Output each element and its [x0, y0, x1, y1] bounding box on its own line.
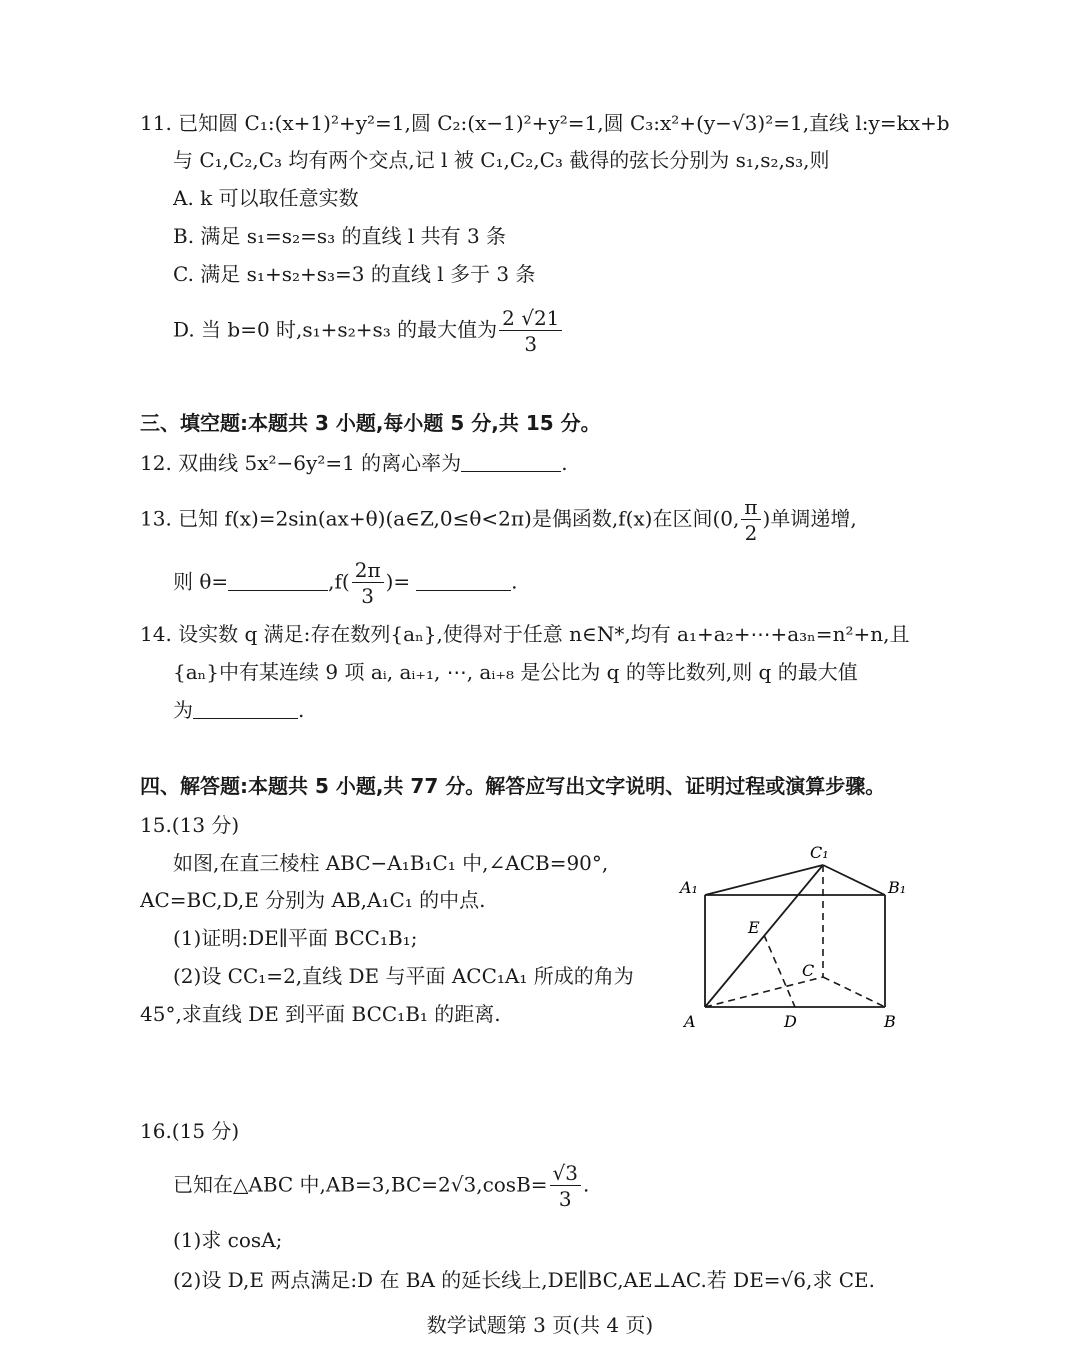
- q14-line1: 14. 设实数 q 满足:存在数列{aₙ},使得对于任意 n∈N*,均有 a₁+a₂+⋯+a₃ₙ=n²+n,且: [140, 622, 910, 646]
- q11-stem-line2: 与 C₁,C₂,C₃ 均有两个交点,记 l 被 C₁,C₂,C₃ 截得的弦长分别为 s₁,s₂,s₃,则: [173, 148, 830, 172]
- q11-option-b: B. 满足 s₁=s₂=s₃ 的直线 l 共有 3 条: [173, 224, 507, 248]
- q15-part2: (2)设 CC₁=2,直线 DE 与平面 ACC₁A₁ 所成的角为: [173, 964, 634, 988]
- q13-line1: [140, 497, 857, 543]
- q13-line2: [173, 560, 518, 606]
- label-a: A: [684, 1012, 696, 1031]
- q11-option-c: C. 满足 s₁+s₂+s₃=3 的直线 l 多于 3 条: [173, 262, 536, 286]
- q12-answer-blank[interactable]: [461, 453, 561, 472]
- label-e: E: [748, 918, 760, 937]
- fraction-denominator: 3: [558, 1187, 572, 1211]
- q15-line2: AC=BC,D,E 分别为 AB,A₁C₁ 的中点.: [140, 888, 486, 912]
- q13-fraction-pi-over-2: [741, 497, 760, 543]
- q16-line1: [173, 1163, 589, 1209]
- q16-part2: (2)设 D,E 两点满足:D 在 BA 的延长线上,DE∥BC,AE⊥AC.若 DE=√6,求 CE.: [173, 1268, 875, 1292]
- fraction-numerator: 2π: [352, 560, 384, 583]
- q12-text: [140, 453, 568, 473]
- q13-end: .: [511, 569, 518, 594]
- fraction-numerator: √3: [550, 1163, 581, 1186]
- q13-theta-blank[interactable]: [228, 572, 328, 591]
- fraction-numerator: 2 √21: [499, 308, 562, 331]
- q13-theta-label: 则 θ=: [173, 569, 229, 594]
- q12-end: .: [561, 451, 568, 475]
- q13-f-label: ,f(: [328, 569, 350, 594]
- q16-fraction-cosb: [550, 1163, 581, 1209]
- q15-prism-figure: [670, 835, 920, 1040]
- label-b1: B₁: [888, 878, 907, 897]
- q14-line2: {aₙ}中有某连续 9 项 aᵢ, aᵢ₊₁, ⋯, aᵢ₊₈ 是公比为 q 的等比数列,则 q 的最大值: [173, 660, 858, 684]
- fraction-denominator: 3: [361, 584, 375, 608]
- section4-heading: 四、解答题:本题共 5 小题,共 77 分。解答应写出文字说明、证明过程或演算步骤。: [140, 774, 886, 798]
- label-a1: A₁: [680, 878, 698, 897]
- edge-a1-c1: [705, 865, 823, 895]
- label-b: B: [884, 1012, 896, 1031]
- q11-option-a: A. k 可以取任意实数: [173, 186, 359, 210]
- q16-stem-end: .: [583, 1172, 590, 1197]
- q11-option-d: [173, 308, 564, 354]
- q16-stem: 已知在△ABC 中,AB=3,BC=2√3,cosB=: [173, 1172, 548, 1197]
- fraction-numerator: π: [741, 497, 760, 520]
- section3-heading: 三、填空题:本题共 3 小题,每小题 5 分,共 15 分。: [140, 411, 601, 435]
- q13-f-blank[interactable]: [416, 572, 511, 591]
- edge-c1-b1: [823, 865, 885, 895]
- q14-line3: [173, 700, 304, 720]
- q12-stem: 12. 双曲线 5x²−6y²=1 的离心率为: [140, 451, 462, 475]
- q14-stem-end: 为: [173, 698, 193, 722]
- q15-line1: 如图,在直三棱柱 ABC−A₁B₁C₁ 中,∠ACB=90°,: [173, 851, 609, 875]
- label-c1: C₁: [810, 843, 829, 862]
- q15-title: 15.(13 分): [140, 813, 240, 837]
- q11-stem-line1: 11. 已知圆 C₁:(x+1)²+y²=1,圆 C₂:(x−1)²+y²=1,圆 C₃:x²+(y−√3)²=1,直线 l:y=kx+b: [140, 111, 950, 135]
- label-d: D: [784, 1012, 797, 1031]
- q13-stem: 13. 已知 f(x)=2sin(ax+θ)(a∈Z,0≤θ<2π)是偶函数,f(x)在区间(0,: [140, 506, 740, 531]
- edge-c-b-hidden: [823, 977, 885, 1007]
- q14-answer-blank[interactable]: [193, 700, 298, 719]
- q13-stem-suffix: )单调递增,: [762, 506, 857, 531]
- label-c: C: [802, 961, 815, 980]
- q13-f-equals: )=: [385, 569, 411, 594]
- segment-d-e-hidden: [764, 935, 795, 1007]
- q14-end: .: [298, 698, 305, 722]
- q15-part1: (1)证明:DE∥平面 BCC₁B₁;: [173, 926, 418, 950]
- q15-part2-cont: 45°,求直线 DE 到平面 BCC₁B₁ 的距离.: [140, 1002, 501, 1026]
- fraction-denominator: 2: [744, 521, 758, 545]
- q16-part1: (1)求 cosA;: [173, 1228, 283, 1252]
- page-footer: 数学试题第 3 页(共 4 页): [426, 1313, 654, 1337]
- q13-fraction-2pi-over-3: [352, 560, 384, 606]
- q16-title: 16.(15 分): [140, 1119, 240, 1143]
- edge-a-c-hidden: [705, 977, 823, 1007]
- q11-option-d-fraction: [499, 308, 562, 354]
- fraction-denominator: 3: [524, 332, 538, 356]
- q11-option-d-text: D. 当 b=0 时,s₁+s₂+s₃ 的最大值为: [173, 317, 498, 342]
